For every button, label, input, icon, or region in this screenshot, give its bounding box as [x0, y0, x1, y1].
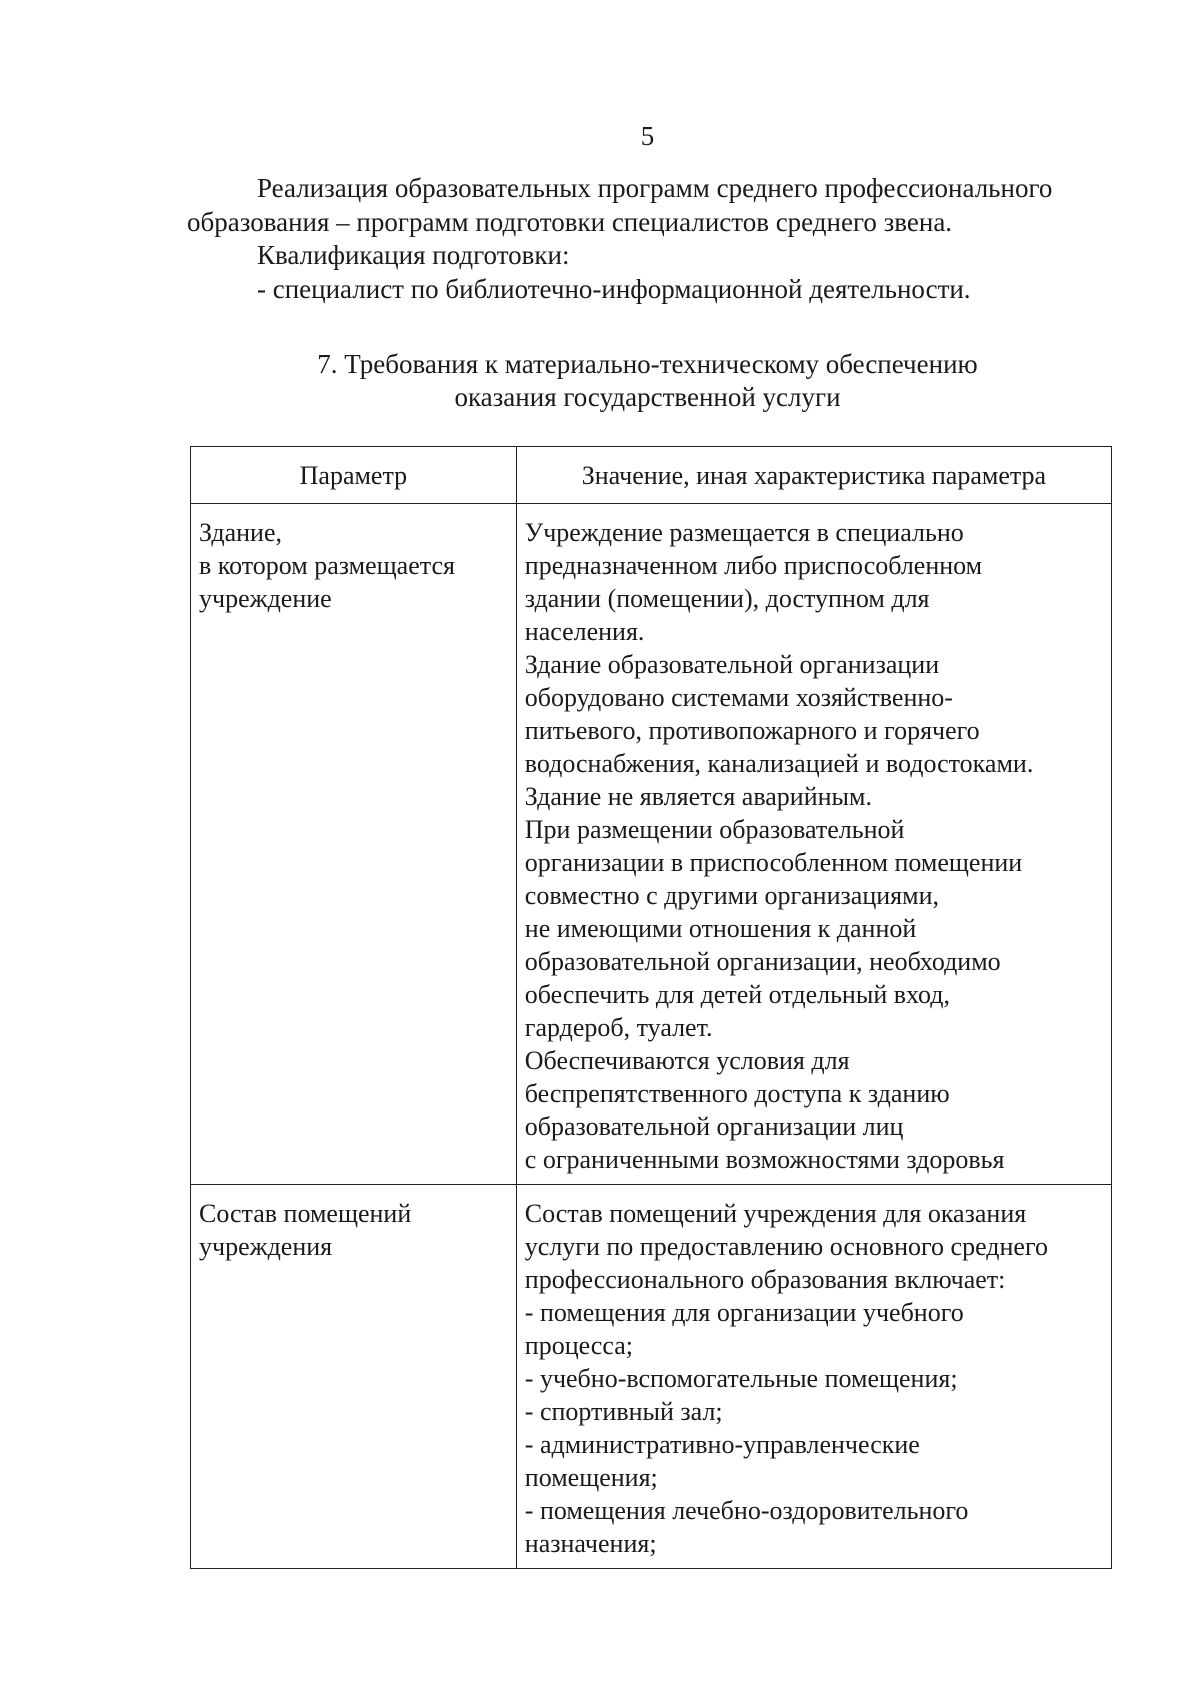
param-line: учреждения [199, 1232, 333, 1261]
value-line: - спортивный зал; [524, 1397, 723, 1426]
value-cell [516, 1185, 1111, 1569]
value-line: - административно-управленческие [524, 1430, 920, 1459]
value-line: процесса; [524, 1331, 633, 1360]
section-heading-line-1: 7. Требования к материально-техническому обеспечению [317, 349, 978, 379]
intro-paragraph-line-2: образования – программ подготовки специалистов среднего звена. [187, 206, 953, 237]
value-line: предназначенном либо приспособленном [524, 551, 983, 580]
param-line: учреждение [199, 584, 332, 613]
param-cell [191, 504, 517, 1185]
value-line: оборудовано системами хозяйственно- [524, 683, 953, 712]
value-line: обеспечить для детей отдельный вход, [524, 980, 950, 1009]
intro-paragraph-line-1: Реализация образовательных программ среднего профессионального [257, 173, 1053, 203]
value-line: здании (помещении), доступном для [524, 584, 930, 613]
value-line: образовательной организации, необходимо [524, 947, 1001, 976]
section-heading-line-2: оказания государственной услуги [454, 382, 841, 412]
value-line: - помещения для организации учебного [524, 1298, 964, 1327]
value-line: совместно с другими организациями, [524, 881, 939, 910]
param-line: Состав помещений [199, 1199, 412, 1228]
param-line: Здание, [199, 518, 283, 547]
value-cell [516, 504, 1111, 1185]
value-line: услуги по предоставлению основного среднего [524, 1232, 1048, 1261]
value-line: профессионального образования включает: [524, 1265, 1006, 1294]
value-line: с ограниченными возможностями здоровья [524, 1145, 1005, 1174]
value-line: - помещения лечебно-оздоровительного [524, 1496, 969, 1525]
value-line: назначения; [524, 1529, 657, 1558]
qualification-item: - специалист по библиотечно-информационной деятельности. [257, 273, 971, 304]
table-row [191, 1185, 1112, 1569]
section-heading [0, 348, 1200, 414]
value-line: беспрепятственного доступа к зданию [524, 1079, 950, 1108]
value-line: помещения; [524, 1463, 658, 1492]
header-param: Параметр [191, 447, 517, 504]
value-line: При размещении образовательной [524, 815, 905, 844]
value-line: Учреждение размещается в специально [524, 518, 964, 547]
value-line: Здание не является аварийным. [524, 782, 872, 811]
param-line: в котором размещается [199, 551, 455, 580]
value-line: образовательной организации лиц [524, 1112, 904, 1141]
value-line: питьевого, противопожарного и горячего [524, 716, 980, 745]
page-number: 5 [640, 121, 655, 151]
intro-text [187, 172, 1122, 306]
requirements-table [190, 446, 1112, 1569]
header-value: Значение, иная характеристика параметра [516, 447, 1111, 504]
table-header-row [191, 447, 1112, 504]
param-cell [191, 1185, 517, 1569]
value-line: гардероб, туалет. [524, 1013, 713, 1042]
value-line: водоснабжения, канализацией и водостоками. [524, 749, 1034, 778]
qualification-label: Квалификация подготовки: [257, 240, 570, 270]
value-line: организации в приспособленном помещении [524, 848, 1023, 877]
table-row [191, 504, 1112, 1185]
value-line: не имеющими отношения к данной [524, 914, 917, 943]
value-line: Обеспечиваются условия для [524, 1046, 850, 1075]
value-line: Здание образовательной организации [524, 650, 940, 679]
value-line: Состав помещений учреждения для оказания [524, 1199, 1027, 1228]
table-body [191, 504, 1112, 1569]
value-line: - учебно-вспомогательные помещения; [524, 1364, 958, 1393]
value-line: населения. [524, 617, 645, 646]
